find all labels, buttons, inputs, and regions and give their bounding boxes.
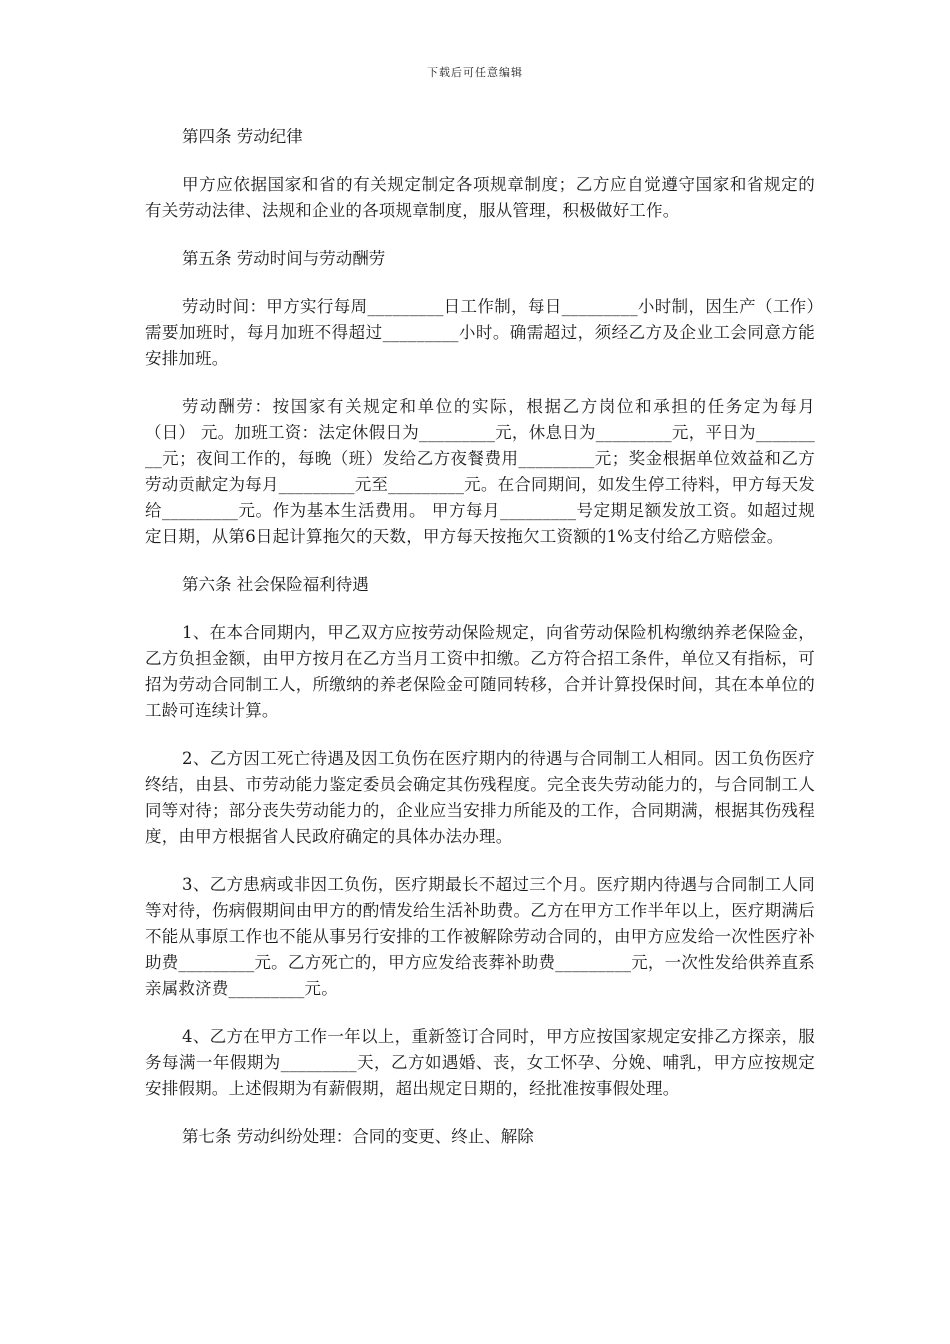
- article-5-paragraph-2: 劳动酬劳：按国家有关规定和单位的实际，根据乙方岗位和承担的任务定为每月（日） 元。加班工资：法定休假日为_________元，休息日为_________元，平日为_________元；夜间工作的，每晚（班）发给乙方夜餐费用_________元；奖金根据单位效益和乙方劳动贡献定为每月_________元至_________元。在合同期间，如发生停工待料，甲方每天发给_________元。作为基本生活费用。 甲方每月_________号定期足额发放工资。如超过规定日期，从第6日起计算拖欠的天数，甲方每天按拖欠工资额的1%支付给乙方赔偿金。: [145, 397, 815, 546]
- article-6-paragraph-2: 2、乙方因工死亡待遇及因工负伤在医疗期内的待遇与合同制工人相同。因工负伤医疗终结，由县、市劳动能力鉴定委员会确定其伤残程度。完全丧失劳动能力的，与合同制工人同等对待；部分丧失劳动能力的，企业应当安排力所能及的工作，合同期满，根据其伤残程度，由甲方根据省人民政府确定的具体办法办理。: [145, 749, 815, 846]
- article-5-paragraph-1: 劳动时间：甲方实行每周_________日工作制，每日_________小时制，因生产（工作）需要加班时，每月加班不得超过_________小时。确需超过，须经乙方及企业工会同意方能安排加班。: [145, 297, 815, 368]
- article-4-heading: 第四条 劳动纪律: [182, 127, 303, 146]
- article-6-paragraph-1: 1、在本合同期内，甲乙双方应按劳动保险规定，向省劳动保险机构缴纳养老保险金，乙方负担金额，由甲方按月在乙方当月工资中扣缴。乙方符合招工条件，单位又有指标，可招为劳动合同制工人，所缴纳的养老保险金可随同转移，合并计算投保时间，其在本单位的工龄可连续计算。: [145, 623, 815, 720]
- article-6-heading: 第六条 社会保险福利待遇: [182, 575, 369, 594]
- article-4-paragraph-1: 甲方应依据国家和省的有关规定制定各项规章制度；乙方应自觉遵守国家和省规定的有关劳动法律、法规和企业的各项规章制度，服从管理，积极做好工作。: [145, 175, 815, 220]
- article-7-heading: 第七条 劳动纠纷处理：合同的变更、终止、解除: [182, 1127, 534, 1146]
- article-6-paragraph-3: 3、乙方患病或非因工负伤，医疗期最长不超过三个月。医疗期内待遇与合同制工人同等对待，伤病假期间由甲方的酌情发给生活补助费。乙方在甲方工作半年以上，医疗期满后不能从事原工作也不能从事另行安排的工作被解除劳动合同的，由甲方应发给一次性医疗补助费_________元。乙方死亡的，甲方应发给丧葬补助费_________元，一次性发给供养直系亲属救济费_________元。: [145, 875, 815, 998]
- header-note: 下载后可任意编辑: [427, 66, 523, 79]
- document-body: [145, 124, 815, 1150]
- article-5-heading: 第五条 劳动时间与劳动酬劳: [182, 249, 386, 268]
- article-6-paragraph-4: 4、乙方在甲方工作一年以上，重新签订合同时，甲方应按国家规定安排乙方探亲，服务每满一年假期为_________天，乙方如遇婚、丧，女工怀孕、分娩、哺乳，甲方应按规定安排假期。上述假期为有薪假期，超出规定日期的，经批准按事假处理。: [145, 1027, 815, 1098]
